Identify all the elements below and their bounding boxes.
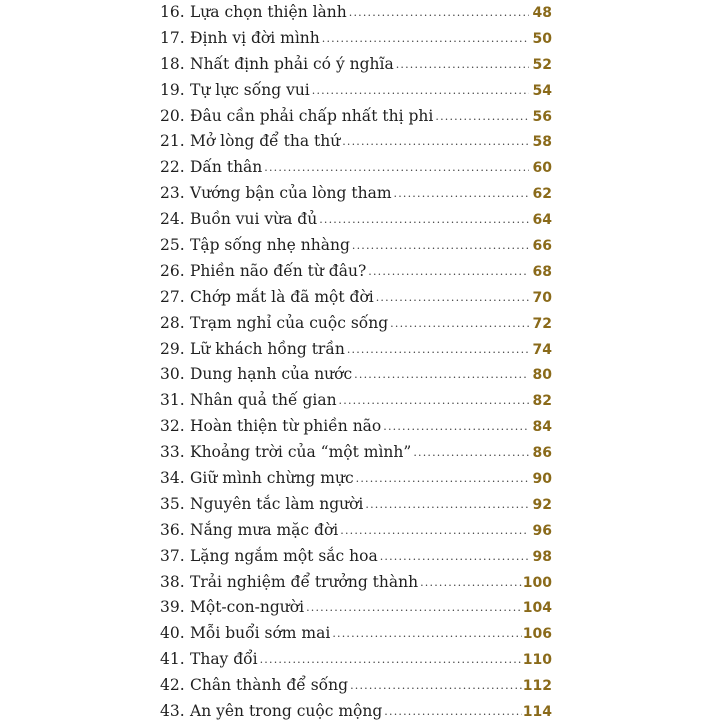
toc-entry xyxy=(160,443,552,469)
toc-entry-page-number: 52 xyxy=(532,56,552,73)
toc-dot-leader xyxy=(342,135,529,148)
toc-entry-number: 38. xyxy=(160,572,185,591)
toc-entry-number: 23. xyxy=(160,184,185,203)
toc-entry-number: 35. xyxy=(160,494,185,513)
toc-entry-title: Tập sống nhẹ nhàng xyxy=(190,236,350,255)
toc-entry xyxy=(160,29,552,55)
toc-entry-number: 33. xyxy=(160,443,185,462)
toc-entry-title: Phiền não đến từ đâu? xyxy=(190,261,367,280)
toc-entry-number: 39. xyxy=(160,598,185,617)
toc-entry-number: 28. xyxy=(160,313,185,332)
toc-entry xyxy=(160,3,552,29)
toc-entry-title: Vướng bận của lòng tham xyxy=(190,184,392,203)
toc-entry-page-number: 92 xyxy=(532,496,552,513)
toc-entry xyxy=(160,391,552,417)
toc-entry-page-number: 50 xyxy=(532,30,552,47)
toc-entry-title: Đâu cần phải chấp nhất thị phi xyxy=(190,106,434,125)
toc-entry-page-number: 86 xyxy=(532,445,552,462)
toc-entry xyxy=(160,495,552,521)
toc-dot-leader xyxy=(365,498,529,511)
toc-entry xyxy=(160,469,552,495)
toc-entry-title: Nguyên tắc làm người xyxy=(190,494,364,513)
toc-entry-page-number: 98 xyxy=(532,548,552,565)
toc-entry-page-number: 114 xyxy=(522,704,552,721)
toc-entry xyxy=(160,107,552,133)
toc-entry xyxy=(160,547,552,573)
toc-dot-leader xyxy=(368,265,529,278)
toc-dot-leader xyxy=(384,705,521,718)
toc-entry-number: 20. xyxy=(160,106,185,125)
toc-dot-leader xyxy=(340,524,529,537)
toc-entry-number: 19. xyxy=(160,80,185,99)
toc-entry xyxy=(160,676,552,702)
toc-dot-leader xyxy=(260,653,522,666)
toc-entry-page-number: 74 xyxy=(532,341,552,358)
toc-entry xyxy=(160,624,552,650)
toc-entry xyxy=(160,210,552,236)
toc-entry-title: Trạm nghỉ của cuộc sống xyxy=(190,313,389,332)
toc-dot-leader xyxy=(322,32,529,45)
toc-dot-leader xyxy=(347,343,529,356)
toc-entry-page-number: 66 xyxy=(532,238,552,255)
toc-entry xyxy=(160,598,552,624)
toc-entry xyxy=(160,184,552,210)
toc-entry-number: 26. xyxy=(160,261,185,280)
toc-dot-leader xyxy=(396,58,529,71)
toc-dot-leader xyxy=(356,472,529,485)
toc-entry-title: Chân thành để sống xyxy=(190,676,349,695)
toc-entry-number: 25. xyxy=(160,236,185,255)
toc-entry xyxy=(160,314,552,340)
toc-entry-title: Khoảng trời của “một mình” xyxy=(190,443,412,462)
toc-entry xyxy=(160,55,552,81)
toc-entry-title: Chớp mắt là đã một đời xyxy=(190,287,374,306)
table-of-contents xyxy=(160,3,552,728)
toc-dot-leader xyxy=(394,187,529,200)
toc-entry-number: 37. xyxy=(160,546,185,565)
toc-entry-number: 21. xyxy=(160,132,185,151)
toc-dot-leader xyxy=(354,368,529,381)
toc-entry-number: 36. xyxy=(160,520,185,539)
toc-dot-leader xyxy=(332,627,521,640)
toc-entry xyxy=(160,521,552,547)
toc-entry xyxy=(160,417,552,443)
toc-entry xyxy=(160,158,552,184)
toc-entry-page-number: 70 xyxy=(532,289,552,306)
toc-entry-page-number: 104 xyxy=(522,600,552,617)
toc-entry-number: 18. xyxy=(160,54,185,73)
toc-entry-page-number: 110 xyxy=(522,652,552,669)
toc-dot-leader xyxy=(306,601,522,614)
toc-entry-title: Nhân quả thế gian xyxy=(190,391,337,410)
toc-entry-number: 22. xyxy=(160,158,185,177)
toc-entry-number: 42. xyxy=(160,676,185,695)
toc-entry-title: Giữ mình chừng mực xyxy=(190,469,354,488)
toc-entry-number: 32. xyxy=(160,417,185,436)
toc-entry-number: 40. xyxy=(160,624,185,643)
toc-dot-leader xyxy=(319,213,529,226)
toc-entry-page-number: 48 xyxy=(532,5,552,21)
toc-entry-number: 30. xyxy=(160,365,185,384)
toc-dot-leader xyxy=(376,291,529,304)
toc-entry-page-number: 84 xyxy=(532,419,552,436)
toc-dot-leader xyxy=(420,576,522,589)
toc-entry-page-number: 82 xyxy=(532,393,552,410)
toc-entry-page-number: 68 xyxy=(532,263,552,280)
toc-entry-title: Nắng mưa mặc đời xyxy=(190,520,339,539)
toc-entry-number: 31. xyxy=(160,391,185,410)
toc-dot-leader xyxy=(264,161,529,174)
toc-entry-number: 27. xyxy=(160,287,185,306)
toc-entry-number: 17. xyxy=(160,28,185,47)
toc-entry xyxy=(160,340,552,366)
toc-entry-page-number: 64 xyxy=(532,212,552,229)
toc-dot-leader xyxy=(390,317,529,330)
toc-entry-title: Buồn vui vừa đủ xyxy=(190,210,318,229)
toc-entry-number: 43. xyxy=(160,702,185,721)
toc-dot-leader xyxy=(352,239,529,252)
toc-entry-title: Một-con-người xyxy=(190,598,305,617)
toc-entry xyxy=(160,650,552,676)
toc-entry-title: Dấn thân xyxy=(190,158,263,177)
toc-entry-number: 41. xyxy=(160,650,185,669)
toc-entry-page-number: 106 xyxy=(522,626,552,643)
toc-entry-page-number: 60 xyxy=(532,160,552,177)
toc-entry-title: Dung hạnh của nước xyxy=(190,365,353,384)
toc-entry-number: 16. xyxy=(160,3,185,21)
toc-entry-title: Trải nghiệm để trưởng thành xyxy=(190,572,419,591)
toc-entry-title: Định vị đời mình xyxy=(190,28,320,47)
toc-dot-leader xyxy=(435,110,529,123)
toc-entry xyxy=(160,365,552,391)
toc-entry xyxy=(160,262,552,288)
toc-entry-page-number: 90 xyxy=(532,471,552,488)
toc-dot-leader xyxy=(349,6,529,19)
toc-dot-leader xyxy=(413,446,529,459)
toc-entry-title: Hoàn thiện từ phiền não xyxy=(190,417,382,436)
toc-entry-title: Lựa chọn thiện lành xyxy=(190,3,347,21)
toc-entry-title: Mở lòng để tha thứ xyxy=(190,132,341,151)
toc-dot-leader xyxy=(312,84,529,97)
toc-dot-leader xyxy=(380,550,529,563)
toc-entry-page-number: 72 xyxy=(532,315,552,332)
toc-entry-title: Lặng ngắm một sắc hoa xyxy=(190,546,378,565)
toc-entry-title: An yên trong cuộc mộng xyxy=(190,702,383,721)
toc-entry-title: Mỗi buổi sớm mai xyxy=(190,624,331,643)
toc-entry-number: 34. xyxy=(160,469,185,488)
toc-entry xyxy=(160,702,552,728)
toc-entry-page-number: 100 xyxy=(522,574,552,591)
toc-entry-title: Nhất định phải có ý nghĩa xyxy=(190,54,394,73)
toc-entry-page-number: 80 xyxy=(532,367,552,384)
toc-entry-title: Thay đổi xyxy=(190,650,258,669)
toc-dot-leader xyxy=(339,394,529,407)
toc-entry xyxy=(160,132,552,158)
toc-entry-page-number: 58 xyxy=(532,134,552,151)
toc-entry xyxy=(160,573,552,599)
toc-dot-leader xyxy=(383,420,529,433)
toc-entry xyxy=(160,81,552,107)
toc-entry xyxy=(160,236,552,262)
toc-entry-title: Tự lực sống vui xyxy=(190,80,310,99)
toc-entry-page-number: 112 xyxy=(522,678,552,695)
toc-entry xyxy=(160,288,552,314)
toc-entry-page-number: 62 xyxy=(532,186,552,203)
toc-entry-page-number: 96 xyxy=(532,522,552,539)
toc-entry-title: Lữ khách hồng trần xyxy=(190,339,345,358)
toc-entry-page-number: 54 xyxy=(532,82,552,99)
toc-dot-leader xyxy=(350,679,522,692)
toc-entry-number: 24. xyxy=(160,210,185,229)
toc-entry-number: 29. xyxy=(160,339,185,358)
toc-entry-page-number: 56 xyxy=(532,108,552,125)
